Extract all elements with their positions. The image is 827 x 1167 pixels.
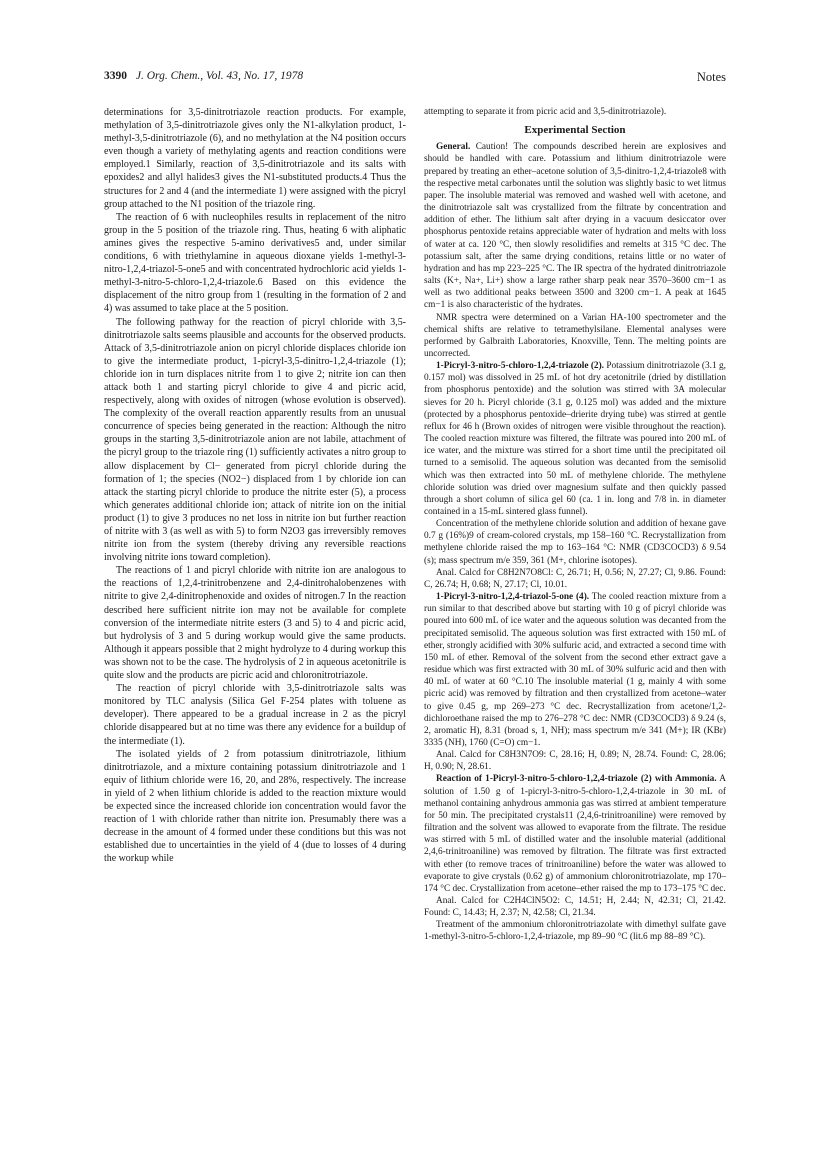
section-heading: Experimental Section	[524, 124, 626, 137]
running-header	[104, 70, 726, 86]
paragraph-text: NMR spectra were determined on a Varian HA-100 spectrometer and the chemical shifts are relative to tetramethylsilane. Elemental analyses were performed by Galbraith Laboratories, Knoxville, Tenn. The melting points are uncorrected.	[424, 312, 726, 359]
journal-citation: J. Org. Chem., Vol. 43, No. 17, 1978	[135, 70, 304, 82]
paragraph	[424, 312, 726, 361]
paragraph	[424, 141, 726, 311]
paragraph-text: The cooled reaction mixture from a run similar to that described above but starting with 10 g of picryl chloride was poured into 600 mL of ice water and the aqueous solution was decanted from the precipitated semisolid. The aqueous solution was first extracted with 150 mL of ether, strongly acidified with 30% sulfuric acid, and extracted a second time with 150 mL of ether. Removal of the solvent from the second ether extract gave a residue which was first extracted with 30 mL of 30% sulfuric acid and then with 40 mL of water at 60 °C.10 The insoluble material (1 g, mainly 4 with some picric acid) was removed by filtration and then crystallized from acetone–water to give 0.45 g, mp 269–273 °C dec. Recrystallization from acetone/1,2-dichloroethane raised the mp to 276–278 °C dec: NMR (CD3COCD3) δ 9.24 (s, 2, aromatic H), 8.31 (broad s, 1, NH); mass spectrum m/e 341 (M+); IR (KBr) 3335 (NH), 1760 (C=O) cm−1.	[424, 592, 726, 748]
paragraph	[424, 591, 726, 749]
paragraph-text: Anal. Calcd for C8H3N7O9: C, 28.16; H, 0.89; N, 28.74. Found: C, 28.06; H, 0.90; N, 28.61.	[424, 750, 726, 773]
paragraph	[424, 518, 726, 567]
paragraph: The isolated yields of 2 from potassium dinitrotriazole, lithium dinitrotriazole, and a mixture containing potassium dinitrotriazole and 1 equiv of lithium chloride were 16, 20, and 28%, respectively. The increase in yield of 2 when lithium chloride is added to the reaction mixture would be expected since the increased chloride ion concentration would favor the reaction of 1 with chloride rather than nitrite ion. Presumably there was a decrease in the amount of 4 formed under these conditions but this was not established due to uncertainties in the yield of 4 (due to losses of 4 during the workup while	[104, 748, 406, 865]
paragraph: The following pathway for the reaction of picryl chloride with 3,5-dinitrotriazole salts seems plausible and accounts for the observed products. Attack of 3,5-dinitrotriazole anion on picryl chloride displaces chloride ion to give the intermediate product, 1-picryl-3,5-dinitro-1,2,4-triazole (1); chloride ion in turn displaces nitrite from 1 to give 2; nitrite ion can then attack both 1 and starting picryl chloride to give 4 and picric acid, respectively, along with oxides of nitrogen (whose evolution is observed). The complexity of the overall reaction apparently results from an unusual concurrence of species being generated in the reaction: Although the nitro groups in the starting 3,5-dinitrotriazole anion are not labile, attachment of the picryl group to the triazole ring (1) sufficiently activates a nitro group to allow displacement by Cl− generated from picryl chloride during the formation of 1; the species (NO2−) displaced from 1 by chloride ion can attack the starting picryl chloride to produce the nitrite ester (5), a process which generates additional chloride ion; attack of nitrite ion on the initial product (1) to give 3 produces no net loss in nitrite ion but further reaction of nitrite with 3 (as well as with 5) to form N2O3 gas irreversibly removes nitrite ion from the system (thereby driving any reversible reactions involving nitrite ions toward completion).	[104, 316, 406, 564]
paragraph: The reaction of picryl chloride with 3,5-dinitrotriazole salts was monitored by TLC analysis (Silica Gel F-254 plates with toluene as developer). There appeared to be a gradual increase in 2 as the picryl chloride disappeared but at no time was there any evidence for a buildup of the intermediate (1).	[104, 683, 406, 747]
paragraph-text: Concentration of the methylene chloride solution and addition of hexane gave 0.7 g (16%)9 of cream-colored crystals, mp 158–160 °C. Recrystallization from methylene chloride raised the mp to 163–164 °C: NMR (CD3COCD3) δ 9.54 (s); mass spectrum m/e 359, 361 (M+, chlorine isotopes).	[424, 519, 726, 566]
paragraph	[424, 773, 726, 895]
paragraph-heading: General.	[436, 142, 471, 153]
paragraph-text: Anal. Calcd for C2H4ClN5O2: C, 14.51; H, 2.44; N, 42.31; Cl, 21.42. Found: C, 14.43; H, 2.37; N, 42.58; Cl, 21.34.	[424, 896, 726, 919]
paragraph: determinations for 3,5-dinitrotriazole reaction products. For example, methylation of 3,5-dinitrotriazole gives only the N1-alkylation product, 1-methyl-3,5-dinitrotriazole (6), and no methylation at the N4 position occurs even though a variety of methylating agents and reaction conditions were employed.1 Similarly, reaction of 3,5-dinitrotriazole and its salts with epoxides2 and allyl halides3 gives the N1-substituted products.4 Thus the structures for 2 and 4 (and the intermediate 1) were assigned with the picryl group attached to the N1 position of the triazole ring.	[104, 107, 406, 210]
paragraph-heading: Reaction of 1-Picryl-3-nitro-5-chloro-1,2,4-triazole (2) with Ammonia.	[436, 774, 717, 785]
continuation-paragraph: attempting to separate it from picric acid and 3,5-dinitrotriazole).	[424, 107, 667, 117]
left-column	[104, 106, 406, 865]
paragraph-heading: 1-Picryl-3-nitro-5-chloro-1,2,4-triazole (2).	[436, 361, 604, 372]
paragraph: The reaction of 6 with nucleophiles results in replacement of the nitro group in the 5 position of the triazole ring. Thus, heating 6 with aliphatic amines gives the respective 5-amino derivatives5 and, under similar conditions, 6 with triethylamine in aqueous dioxane yields 1-methyl-3-nitro-1,2,4-triazol-5-one5 and with concentrated hydrochloric acid yields 1-methyl-3-nitro-5-chloro-1,2,4-triazole.6 Based on this evidence the displacement of the nitro group from 1 (resulting in the formation of 2 and 4) was assumed to take place at the 5 position.	[104, 211, 406, 315]
paragraph	[424, 360, 726, 518]
paragraph: The reactions of 1 and picryl chloride with nitrite ion are analogous to the reactions of 1,2,4-trinitrobenzene and 2,4-dinitrohalobenzenes with nitrite to give 2,4-dinitrophenoxide and oxides of nitrogen.7 In the reaction described here sufficient nitrite ion may not be available for complete conversion of the intermediate nitrite esters (3 and 5) to 4 and picric acid, but hydrolysis of 3 and 5 during workup would give the same products. Although it appears possible that 2 might hydrolyze to 4 during workup this was shown not to be the case. The hydrolysis of 2 in aqueous acetonitrile is quite slow and the products are picric acid and chloronitrotriazole.	[104, 565, 406, 682]
header-left	[104, 70, 303, 82]
paragraph	[424, 895, 726, 919]
right-column	[424, 106, 726, 944]
paragraph-text: Potassium dinitrotriazole (3.1 g, 0.157 mol) was dissolved in 25 mL of hot dry acetonitrile (dried by distillation from phosphorus pentoxide) and the solution was stirred with 3A molecular sieves for 20 h. Picryl chloride (3.1 g, 0.125 mol) was added and the mixture (protected by a phosphorus pentoxide–drierite drying tube) was stirred at gentle reflux for 46 h (Brown oxides of nitrogen were visible throughout the reaction). The cooled reaction mixture was filtered, the filtrate was poured into 200 mL of ice water, and the mixture was stirred for a short time until the precipitated oil turned to a semisolid. The aqueous solution was decanted from the semisolid which was then extracted into 50 mL of methylene chloride. The methylene chloride solution was dried over magnesium sulfate and then quickly passed through a short column of silica gel 60 (ca. 1 in. long and 7/8 in. in diameter contained in a 15-mL sintered glass funnel).	[424, 361, 726, 517]
paragraph-text: A solution of 1.50 g of 1-picryl-3-nitro-5-chloro-1,2,4-triazole in 30 mL of methanol containing anhydrous ammonia gas was stirred at ambient temperature for 50 min. The precipitated crystals11 (2,4,6-trinitroaniline) were removed by filtration and the solvent was allowed to evaporate from the filtrate. The residue was stirred with 5 mL of distilled water and the insoluble material (additional 2,4,6-trinitroaniline) was removed by filtration. The filtrate was first extracted with ether (to remove traces of trinitroaniline) before the water was allowed to evaporate to give crystals (0.62 g) of ammonium chloronitrotriazolate, mp 170–174 °C dec. Crystallization from acetone–ether raised the mp to 173–175 °C dec.	[424, 774, 726, 894]
paragraph	[424, 567, 726, 591]
page-number: 3390	[104, 70, 127, 82]
paragraph-text: Caution! The compounds described herein are explosives and should be handled with care. Potassium and lithium dinitrotriazole were prepared by treating an ether–acetone solution of 3,5-dinitro-1,2,4-triazole8 with the respective metal carbonates until the solution was slightly basic to wet litmus paper. The insoluble material was removed and washed well with acetone, and the dinitrotriazole salt was crystallized from the filtrate by concentration and addition of ether. The lithium salt after drying in a vacuum desiccator over phosphorus pentoxide retains appreciable water of hydration and melts with loss of water at ca. 120 °C, then slowly resolidifies and remelts at 315 °C dec. The potassium salt, after the same drying conditions, retains little or no water of hydration and has mp 223–225 °C. The IR spectra of the hydrated dinitrotriazole salts (K+, Na+, Li+) show a large rather sharp peak near 3570–3600 cm−1 as well as two additional peaks between 3500 and 3200 cm−1. A peak at 1645 cm−1 is also characteristic of the hydrates.	[424, 142, 726, 311]
paragraph	[424, 749, 726, 773]
section-label: Notes	[696, 70, 726, 84]
paragraph	[424, 919, 726, 943]
paragraph-text: Anal. Calcd for C8H2N7O8Cl: C, 26.71; H, 0.56; N, 27.27; Cl, 9.86. Found: C, 26.74; H, 0.68; N, 27.17; Cl, 10.01.	[424, 567, 726, 590]
paragraph-text: Treatment of the ammonium chloronitrotriazolate with dimethyl sulfate gave 1-methyl-3-nitro-5-chloro-1,2,4-triazole, mp 89–90 °C (lit.6 mp 88–89 °C).	[424, 920, 726, 943]
paragraph-heading: 1-Picryl-3-nitro-1,2,4-triazol-5-one (4).	[436, 592, 590, 603]
